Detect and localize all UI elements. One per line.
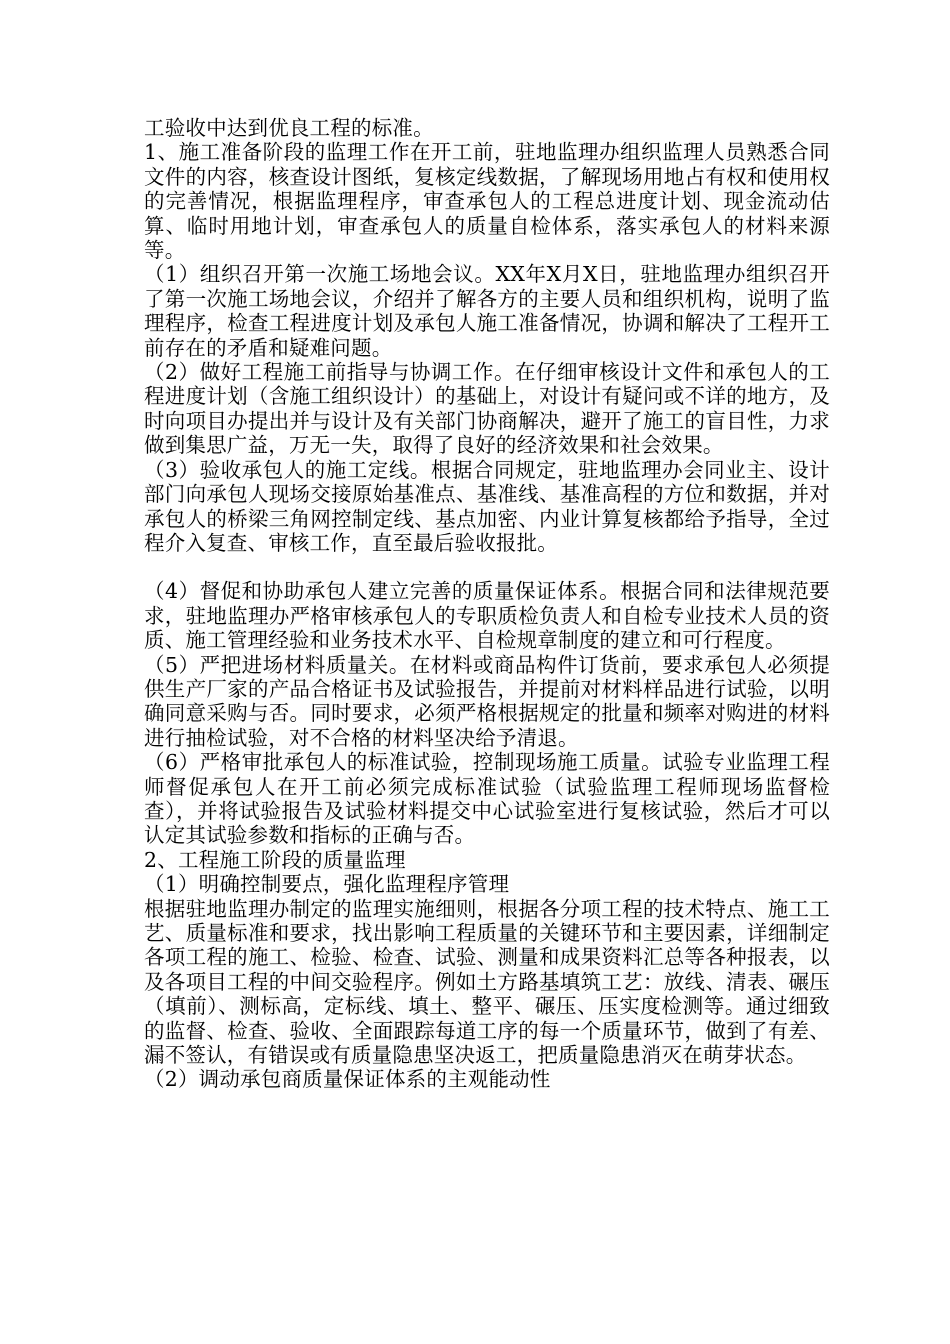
paragraph-subsection-2: （2）调动承包商质量保证体系的主观能动性 (144, 1067, 551, 1092)
paragraph-item-3: （3）验收承包人的施工定线。根据合同规定，驻地监理办会同业主、设计部门向承包人现场交接原始基准点、基准线、基准高程的方位和数据，并对承包人的桥梁三角网控制定线、基点加密、内业计算复核都给予指导，全过程介入复查、审核工作，直至最后验收报批。 (144, 457, 830, 555)
paragraph-section-1: 1、施工准备阶段的监理工作在开工前，驻地监理办组织监理人员熟悉合同文件的内容，核查设计图纸，复核定线数据，了解现场用地占有权和使用权的完善情况，根据监理程序，审查承包人的工程总进度计划、现金流动估算、临时用地计划，审查承包人的质量自检体系，落实承包人的材料来源等。 (144, 140, 830, 263)
paragraph-intro-tail: 工验收中达到优良工程的标准。 (144, 116, 434, 140)
paragraph-item-5: （5）严把进场材料质量关。在材料或商品构件订货前，要求承包人必须提供生产厂家的产品合格证书及试验报告，并提前对材料样品进行试验，以明确同意采购与否。同时要求，必须严格根据规定的批量和频率对购进的材料进行抽检试验，对不合格的材料坚决给予清退。 (144, 652, 830, 750)
paragraph-item-4: （4）督促和协助承包人建立完善的质量保证体系。根据合同和法律规范要求，驻地监理办严格审核承包人的专职质检负责人和自检专业技术人员的资质、施工管理经验和业务技术水平、自检规章制度的建立和可行程度。 (144, 579, 830, 653)
document-page (144, 116, 830, 1092)
paragraph-item-6: （6）严格审批承包人的标准试验，控制现场施工质量。试验专业监理工程师督促承包人在开工前必须完成标准试验（试验监理工程师现场监督检查），并将试验报告及试验材料提交中心试验室进行复核试验，然后才可以认定其试验参数和指标的正确与否。 (144, 750, 830, 848)
paragraph-item-2: （2）做好工程施工前指导与协调工作。在仔细审核设计文件和承包人的工程进度计划（含施工组织设计）的基础上，对设计有疑问或不详的地方，及时向项目办提出并与设计及有关部门协商解决，避开了施工的盲目性，力求做到集思广益，万无一失，取得了良好的经济效果和社会效果。 (144, 360, 830, 458)
paragraph-section-2: 2、工程施工阶段的质量监理 (144, 847, 406, 872)
paragraph-body: 根据驻地监理办制定的监理实施细则，根据各分项工程的技术特点、施工工艺、质量标准和要求，找出影响工程质量的关键环节和主要因素，详细制定各项工程的施工、检验、检查、试验、测量和成果资料汇总等各种报表，以及各项目工程的中间交验程序。例如土方路基填筑工艺：放线、清表、碾压（填前）、测标高，定标线、填土、整平、碾压、压实度检测等。通过细致的监督、检查、验收、全面跟踪每道工序的每一个质量环节，做到了有差、漏不签认，有错误或有质量隐患坚决返工，把质量隐患消灭在萌芽状态。 (144, 896, 830, 1068)
paragraph-subsection-1: （1）明确控制要点，强化监理程序管理 (144, 872, 510, 897)
paragraph-item-1: （1）组织召开第一次施工场地会议。XX年X月X日，驻地监理办组织召开了第一次施工场地会议，介绍并了解各方的主要人员和组织机构，说明了监理程序，检查工程进度计划及承包人施工准备情况，协调和解决了工程开工前存在的矛盾和疑难问题。 (144, 262, 830, 360)
paragraph-spacer (144, 555, 830, 579)
